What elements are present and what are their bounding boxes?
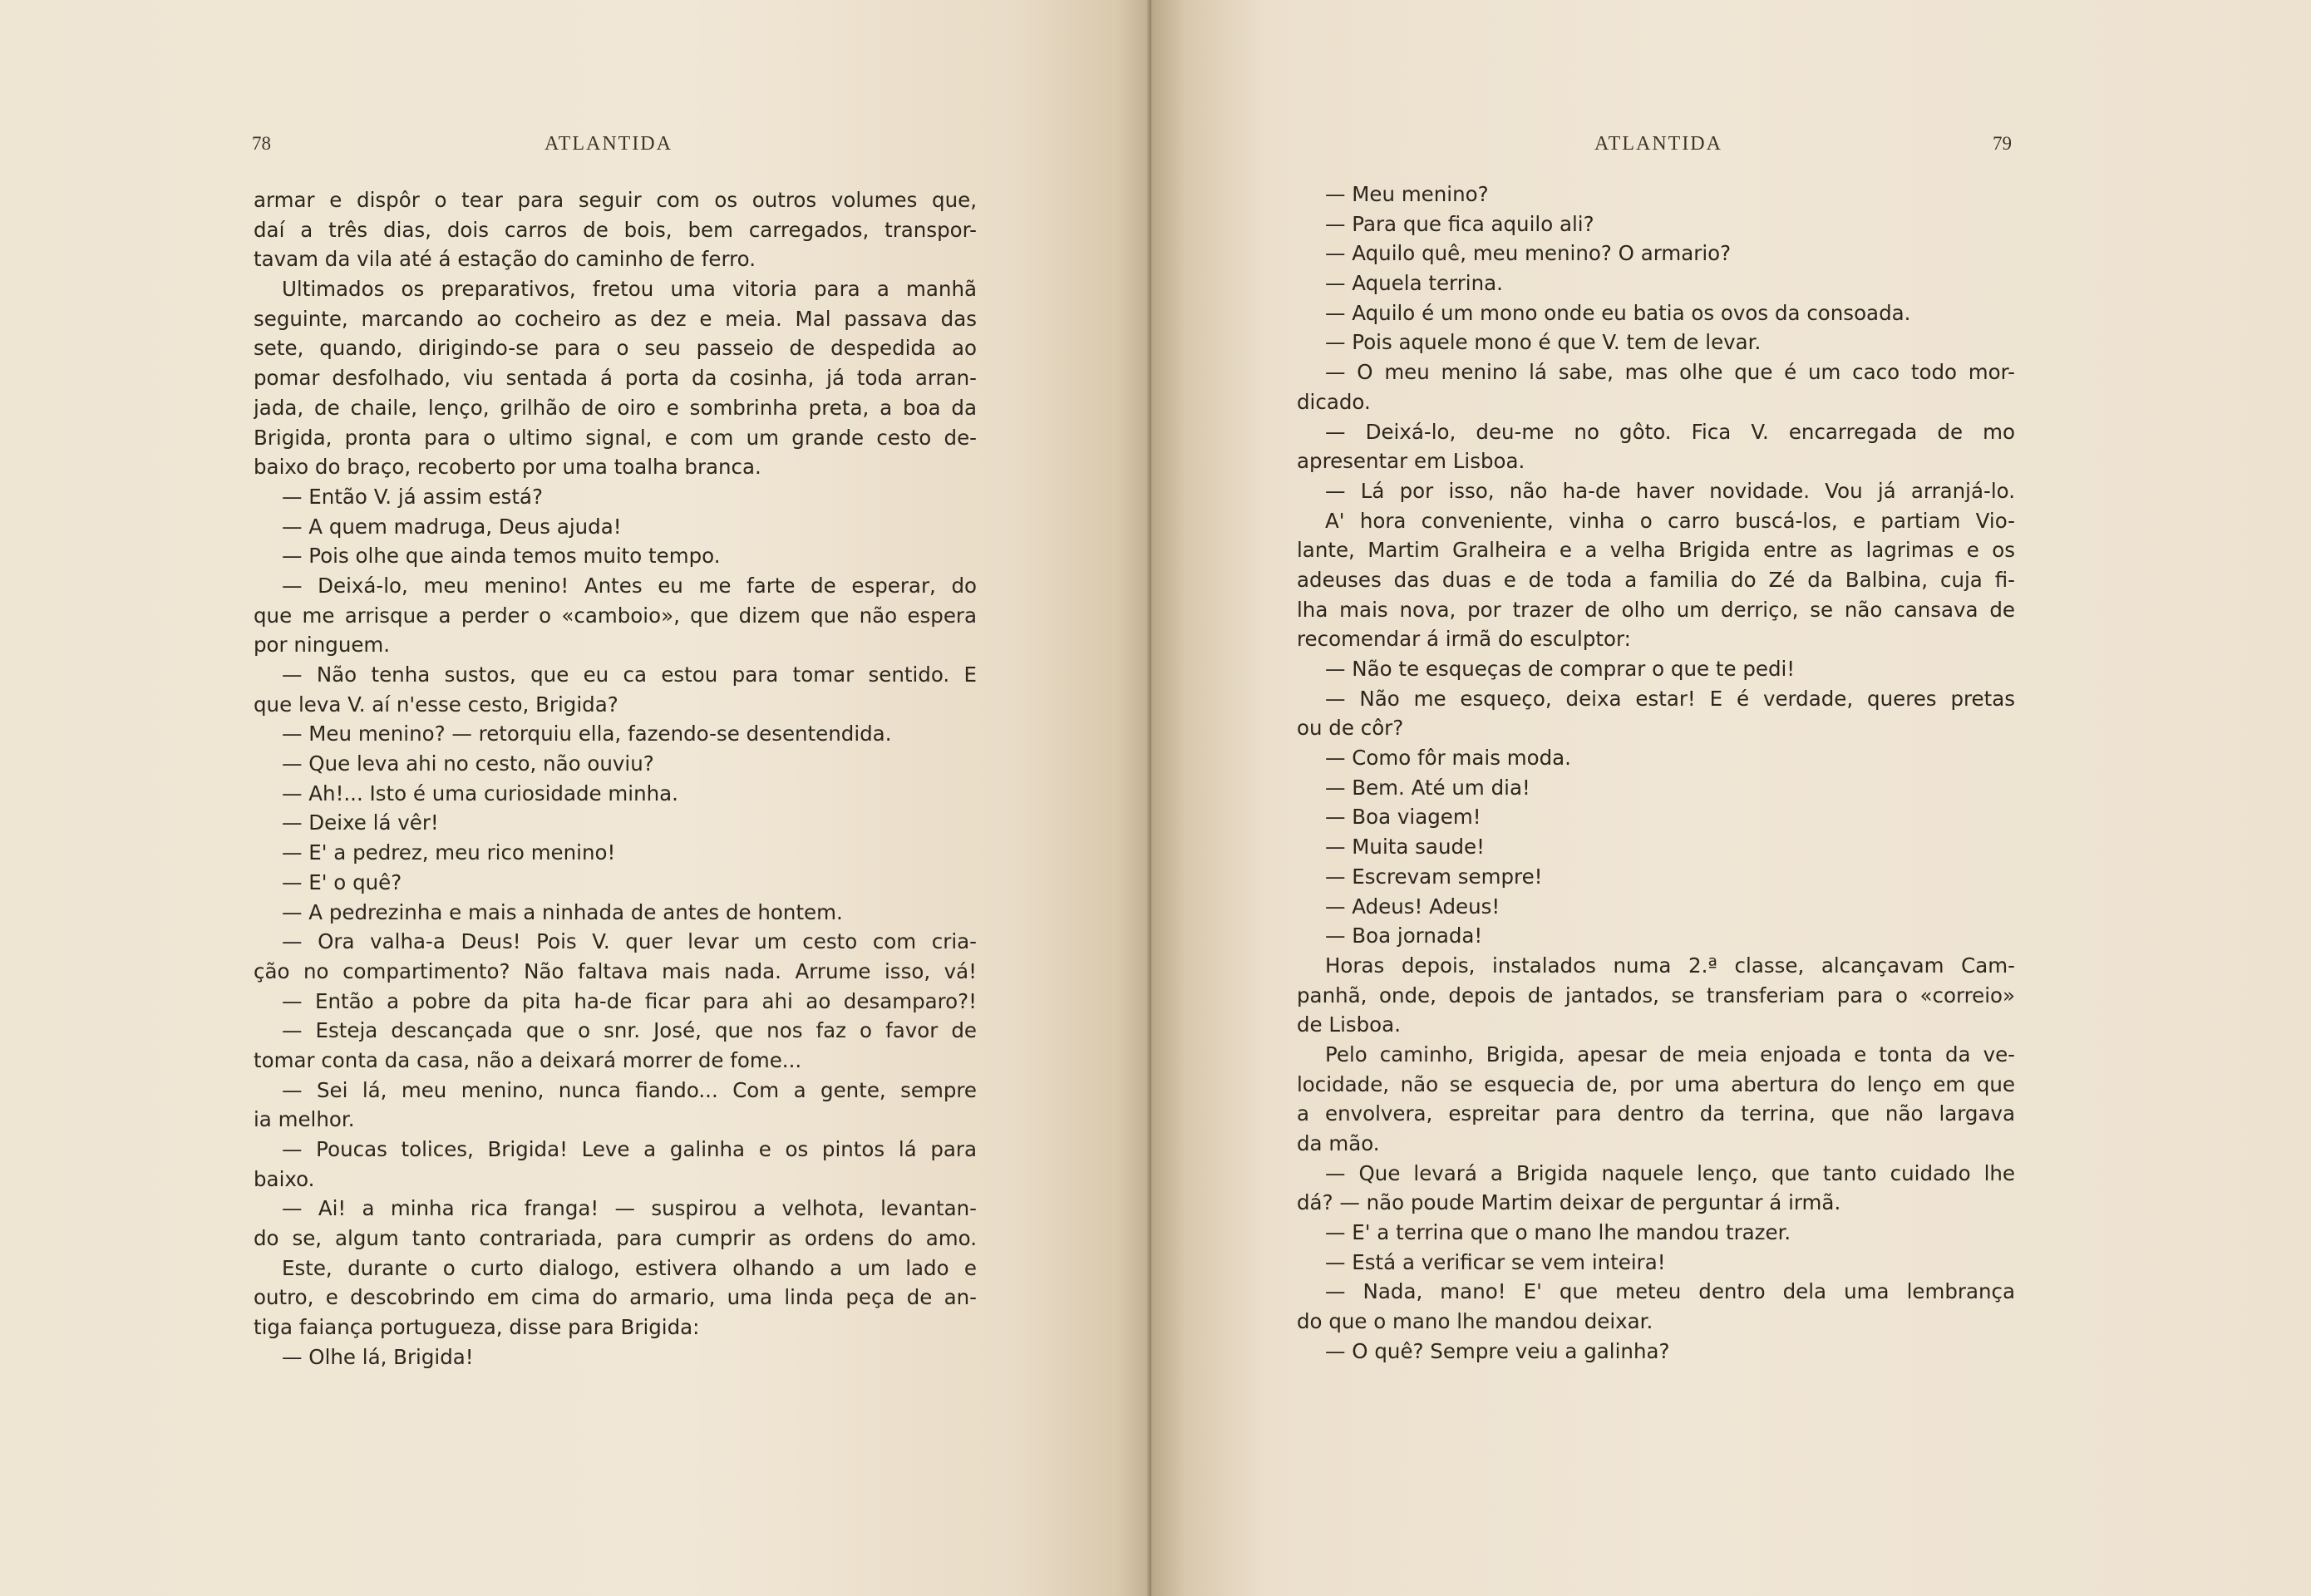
text-line: ou de côr?: [1297, 716, 1404, 741]
text-line: — Não me esqueço, deixa estar! E é verdade, queres pretas: [1325, 686, 2015, 711]
text-line: — Meu menino? — retorquiu ella, fazendo-se desentendida.: [282, 722, 892, 746]
text-line: sete, quando, dirigindo-se para o seu passeio de despedida ao: [254, 336, 977, 361]
text-line: de Lisboa.: [1297, 1012, 1401, 1037]
text-line: Este, durante o curto dialogo, estivera olhando a um lado e: [282, 1255, 977, 1280]
text-line: lha mais nova, por trazer de olho um derriço, se não cansava de: [1297, 597, 2015, 622]
text-line: — Nada, mano! E' que meteu dentro dela uma lembrança: [1325, 1279, 2015, 1304]
text-line: — Ora valha-a Deus! Pois V. quer levar um cesto com cria-: [282, 929, 977, 954]
text-line: — Ah!... Isto é uma curiosidade minha.: [282, 781, 678, 805]
text-line: A' hora conveniente, vinha o carro buscá-los, e partiam Vio-: [1325, 508, 2015, 533]
text-line: dá? — não poude Martim deixar de perguntar á irmã.: [1297, 1190, 1841, 1215]
text-line: tiga faiança portugueza, disse para Brigida:: [254, 1315, 700, 1340]
text-line: — Muita saude!: [1325, 835, 1485, 860]
text-line: — Para que fica aquilo ali?: [1325, 211, 1594, 236]
text-line: do se, algum tanto contrariada, para cumprir as ordens do amo.: [254, 1226, 977, 1251]
text-line: Ultimados os preparativos, fretou uma vitoria para a manhã: [282, 277, 977, 302]
left-text-block: [254, 185, 977, 1372]
text-line: — Pois aquele mono é que V. tem de levar.: [1325, 330, 1762, 355]
text-line: — Adeus! Adeus!: [1325, 894, 1500, 919]
page-number: 79: [1993, 133, 2012, 154]
text-line: — Não tenha sustos, que eu ca estou para tomar sentido. E: [282, 663, 977, 687]
text-line: — Boa viagem!: [1325, 805, 1481, 830]
text-line: — Boa jornada!: [1325, 924, 1483, 948]
text-line: — Aquilo quê, meu menino? O armario?: [1325, 241, 1732, 266]
running-head: ATLANTIDA: [1594, 133, 1722, 155]
text-line: outro, e descobrindo em cima do armario, uma linda peça de an-: [254, 1285, 977, 1310]
text-line: — Ai! a minha rica franga! — suspirou a velhota, levantan-: [282, 1196, 977, 1221]
text-line: — Sei lá, meu menino, nunca fiando... Com a gente, sempre: [282, 1077, 977, 1102]
text-line: — Lá por isso, não ha-de haver novidade. Vou já arranjá-lo.: [1325, 478, 2015, 503]
text-line: — Então V. já assim está?: [282, 484, 543, 509]
running-head: ATLANTIDA: [544, 133, 673, 155]
text-line: — Olhe lá, Brigida!: [282, 1344, 474, 1369]
text-line: armar e dispôr o tear para seguir com os outros volumes que,: [254, 188, 977, 212]
text-line: — E' a pedrez, meu rico menino!: [282, 840, 616, 865]
text-line: — Aquilo é um mono onde eu batia os ovos da consoada.: [1325, 300, 1911, 325]
text-line: panhã, onde, depois de jantados, se transferiam para o «correio»: [1297, 983, 2015, 1007]
text-line: — Aquela terrina.: [1325, 271, 1503, 296]
text-line: recomendar á irmã do esculptor:: [1297, 627, 1631, 652]
left-page: [0, 0, 1151, 1596]
text-line: — Esteja descançada que o snr. José, que nos faz o favor de: [282, 1018, 977, 1043]
text-line: por ninguem.: [254, 633, 391, 658]
text-line: — E' o quê?: [282, 869, 402, 894]
text-line: — Deixe lá vêr!: [282, 810, 439, 835]
right-page: [1151, 0, 2311, 1596]
text-line: tomar conta da casa, não a deixará morrer de fome...: [254, 1047, 802, 1072]
text-line: que leva V. aí n'esse cesto, Brigida?: [254, 692, 618, 717]
text-line: que me arrisque a perder o «camboio», que dizem que não espera: [254, 603, 977, 628]
right-text-block: [1297, 180, 2015, 1367]
text-line: adeuses das duas e de toda a familia do Zé da Balbina, cuja fi-: [1297, 567, 2015, 592]
text-line: — Que levará a Brigida naquele lenço, que tanto cuidado lhe: [1325, 1160, 2015, 1185]
text-line: — Então a pobre da pita ha-de ficar para ahi ao desamparo?!: [282, 988, 977, 1013]
text-line: Pelo caminho, Brigida, apesar de meia enjoada e tonta da ve-: [1325, 1042, 2015, 1066]
text-line: — A pedrezinha e mais a ninhada de antes de hontem.: [282, 899, 843, 924]
text-line: — Não te esqueças de comprar o que te pedi!: [1325, 657, 1796, 681]
text-line: apresentar em Lisboa.: [1297, 449, 1525, 474]
text-line: baixo do braço, recoberto por uma toalha branca.: [254, 455, 761, 480]
text-line: — Deixá-lo, deu-me no gôto. Fica V. encarregada de mo: [1325, 419, 2015, 444]
text-line: — Meu menino?: [1325, 182, 1489, 206]
text-line: dicado.: [1297, 389, 1371, 414]
text-line: — Que leva ahi no cesto, não ouviu?: [282, 751, 654, 776]
text-line: — Pois olhe que ainda temos muito tempo.: [282, 544, 721, 569]
text-line: Brigida, pronta para o ultimo signal, e com um grande cesto de-: [254, 425, 977, 450]
text-line: tavam da vila até á estação do caminho de ferro.: [254, 247, 756, 272]
text-line: daí a três dias, dois carros de bois, bem carregados, transpor-: [254, 217, 977, 242]
text-line: — Poucas tolices, Brigida! Leve a galinha e os pintos lá para: [282, 1137, 977, 1161]
text-line: — Bem. Até um dia!: [1325, 775, 1530, 800]
text-line: — Está a verificar se vem inteira!: [1325, 1249, 1666, 1274]
text-line: — Deixá-lo, meu menino! Antes eu me farte de esperar, do: [282, 573, 977, 598]
text-line: — O meu menino lá sabe, mas olhe que é um caco todo mor-: [1325, 360, 2015, 385]
text-line: — O quê? Sempre veiu a galinha?: [1325, 1338, 1670, 1363]
text-line: — Como fôr mais moda.: [1325, 746, 1571, 771]
text-line: pomar desfolhado, viu sentada á porta da cosinha, já toda arran-: [254, 366, 977, 391]
text-line: lante, Martim Gralheira e a velha Brigida entre as lagrimas e os: [1297, 538, 2015, 563]
text-line: — Escrevam sempre!: [1325, 864, 1543, 889]
page-number: 78: [252, 133, 271, 154]
text-line: seguinte, marcando ao cocheiro as dez e meia. Mal passava das: [254, 306, 977, 331]
text-line: ia melhor.: [254, 1107, 355, 1132]
text-line: ção no compartimento? Não faltava mais nada. Arrume isso, vá!: [254, 958, 977, 983]
text-line: a envolvera, espreitar para dentro da terrina, que não largava: [1297, 1101, 2015, 1126]
text-line: baixo.: [254, 1166, 315, 1191]
text-line: locidade, não se esquecia de, por uma abertura do lenço em que: [1297, 1071, 2015, 1096]
text-line: — E' a terrina que o mano lhe mandou trazer.: [1325, 1220, 1791, 1245]
text-line: Horas depois, instalados numa 2.ª classe, alcançavam Cam-: [1325, 953, 2015, 978]
text-line: — A quem madruga, Deus ajuda!: [282, 514, 622, 539]
text-line: jada, de chaile, lenço, grilhão de oiro e sombrinha preta, a boa da: [254, 395, 977, 420]
text-line: da mão.: [1297, 1131, 1380, 1155]
text-line: do que o mano lhe mandou deixar.: [1297, 1309, 1653, 1334]
